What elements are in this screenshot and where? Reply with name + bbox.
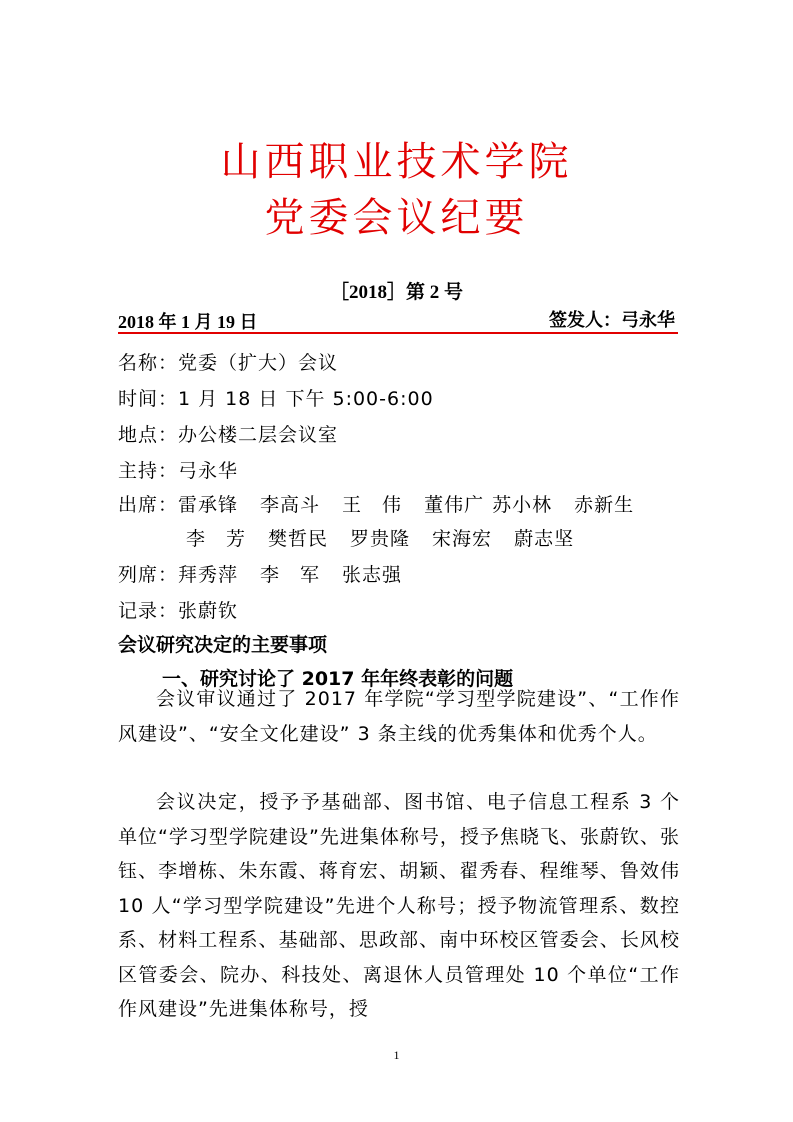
attendee: 蔚志坚	[514, 528, 575, 550]
meeting-time: 1 月 18 日 下午 5:00-6:00	[178, 388, 434, 410]
paragraph: 会议决定，授予予基础部、图书馆、电子信息工程系 3 个单位“学习型学院建设”先进集体称号，授予焦晓飞、张蔚钦、张钰、李增栋、朱东霞、蒋育宏、胡颖、翟秀春、程维琴、鲁效伟 10 人“学习型学院建设”先进个人称号；授予物流管理系、数控系、材料工程系、基础部、思政部、南中环校区管委会、长风校区管委会、院办、科技处、离退休人员管理处 10 个单位“工作作风建设”先进集体称号，授	[118, 791, 680, 1020]
attendees-label: 出席：	[118, 494, 179, 516]
section-heading: 会议研究决定的主要事项	[118, 634, 328, 656]
paragraph: 会议审议通过了 2017 年学院“学习型学院建设”、“工作作风建设”、“安全文化建设” 3 条主线的优秀集体和优秀个人。	[118, 688, 680, 745]
meeting-time-row	[118, 384, 688, 411]
subsection-heading: 一、研究讨论了 2017 年年终表彰的问题	[162, 668, 514, 690]
attendee: 雷承锋	[178, 494, 239, 516]
observer: 李 军	[260, 564, 321, 586]
attendee: 王 伟	[342, 494, 403, 516]
meeting-place-label: 地点：	[118, 424, 179, 446]
attendee: 赤新生	[574, 494, 635, 516]
paragraph-1-block	[118, 682, 680, 751]
signer: 签发人：弓永华	[549, 310, 675, 331]
meeting-name: 党委（扩大）会议	[178, 352, 339, 374]
paragraph-2-block	[118, 785, 680, 1027]
document-title-line1: 山西职业技术学院	[220, 139, 573, 185]
attendees-row-2	[186, 524, 756, 551]
observers-label: 列席：	[118, 564, 179, 586]
document-title-line2: 党委会议纪要	[264, 195, 529, 241]
meeting-place-row	[118, 420, 688, 447]
attendees-row-1	[118, 490, 688, 517]
recorder-label: 记录：	[118, 600, 179, 622]
document-number: ［2018］第 2 号	[329, 282, 463, 303]
attendee: 李高斗	[260, 494, 321, 516]
observers-row	[118, 560, 688, 587]
attendee: 罗贵隆	[350, 528, 411, 550]
attendee: 苏小林	[492, 494, 553, 516]
meeting-name-label: 名称：	[118, 352, 179, 374]
attendee: 李 芳	[186, 528, 247, 550]
observer: 拜秀萍	[178, 564, 239, 586]
recorder: 张蔚钦	[178, 600, 239, 622]
observer: 张志强	[342, 564, 403, 586]
meeting-host-row	[118, 456, 688, 483]
meeting-host-label: 主持：	[118, 460, 179, 482]
header-divider	[118, 332, 678, 334]
recorder-row	[118, 596, 688, 623]
issue-date: 2018 年 1 月 19 日	[118, 312, 258, 332]
meeting-name-row	[118, 348, 688, 375]
meeting-place: 办公楼二层会议室	[178, 424, 339, 446]
attendee: 宋海宏	[432, 528, 493, 550]
meeting-time-label: 时间：	[118, 388, 179, 410]
meeting-host: 弓永华	[178, 460, 239, 482]
attendee: 董伟广	[424, 494, 485, 516]
attendee: 樊哲民	[268, 528, 329, 550]
page-number: 1	[393, 1048, 400, 1062]
